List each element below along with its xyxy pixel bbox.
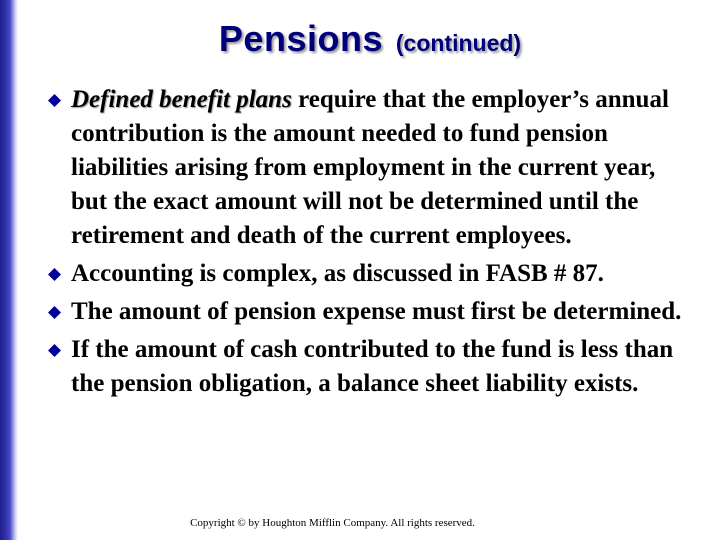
diamond-bullet-icon <box>48 268 61 281</box>
bullet-item-defined-benefit <box>46 83 696 253</box>
title-main: Pensions <box>218 18 383 59</box>
slide-title <box>0 18 720 60</box>
diamond-bullet-icon <box>48 344 61 357</box>
term-defined-benefit-plans: Defined benefit plans <box>71 86 292 113</box>
bullet-text: Accounting is complex, as discussed in FASB # 87. <box>71 260 604 287</box>
left-accent-band <box>0 0 18 540</box>
diamond-bullet-icon <box>48 94 61 107</box>
bullet-text: If the amount of cash contributed to the fund is less than the pension obligation, a balance sheet liability exists. <box>71 336 674 397</box>
bullet-text: require that the employer’s annual contribution is the amount needed to fund pension liabilities arising from employment in the current year, but the exact amount will not be determined until the retirement and death of the current employees. <box>71 86 669 249</box>
bullet-text: The amount of pension expense must first be determined. <box>71 298 682 325</box>
bullet-item-pension-expense <box>46 295 696 329</box>
diamond-bullet-icon <box>48 306 61 319</box>
title-subtitle: (continued) <box>395 30 522 56</box>
bullet-item-cash-contributed <box>46 333 696 401</box>
copyright-notice: Copyright © by Houghton Mifflin Company. All rights reserved. <box>190 517 475 529</box>
bullet-list <box>46 83 696 405</box>
bullet-item-accounting <box>46 257 696 291</box>
